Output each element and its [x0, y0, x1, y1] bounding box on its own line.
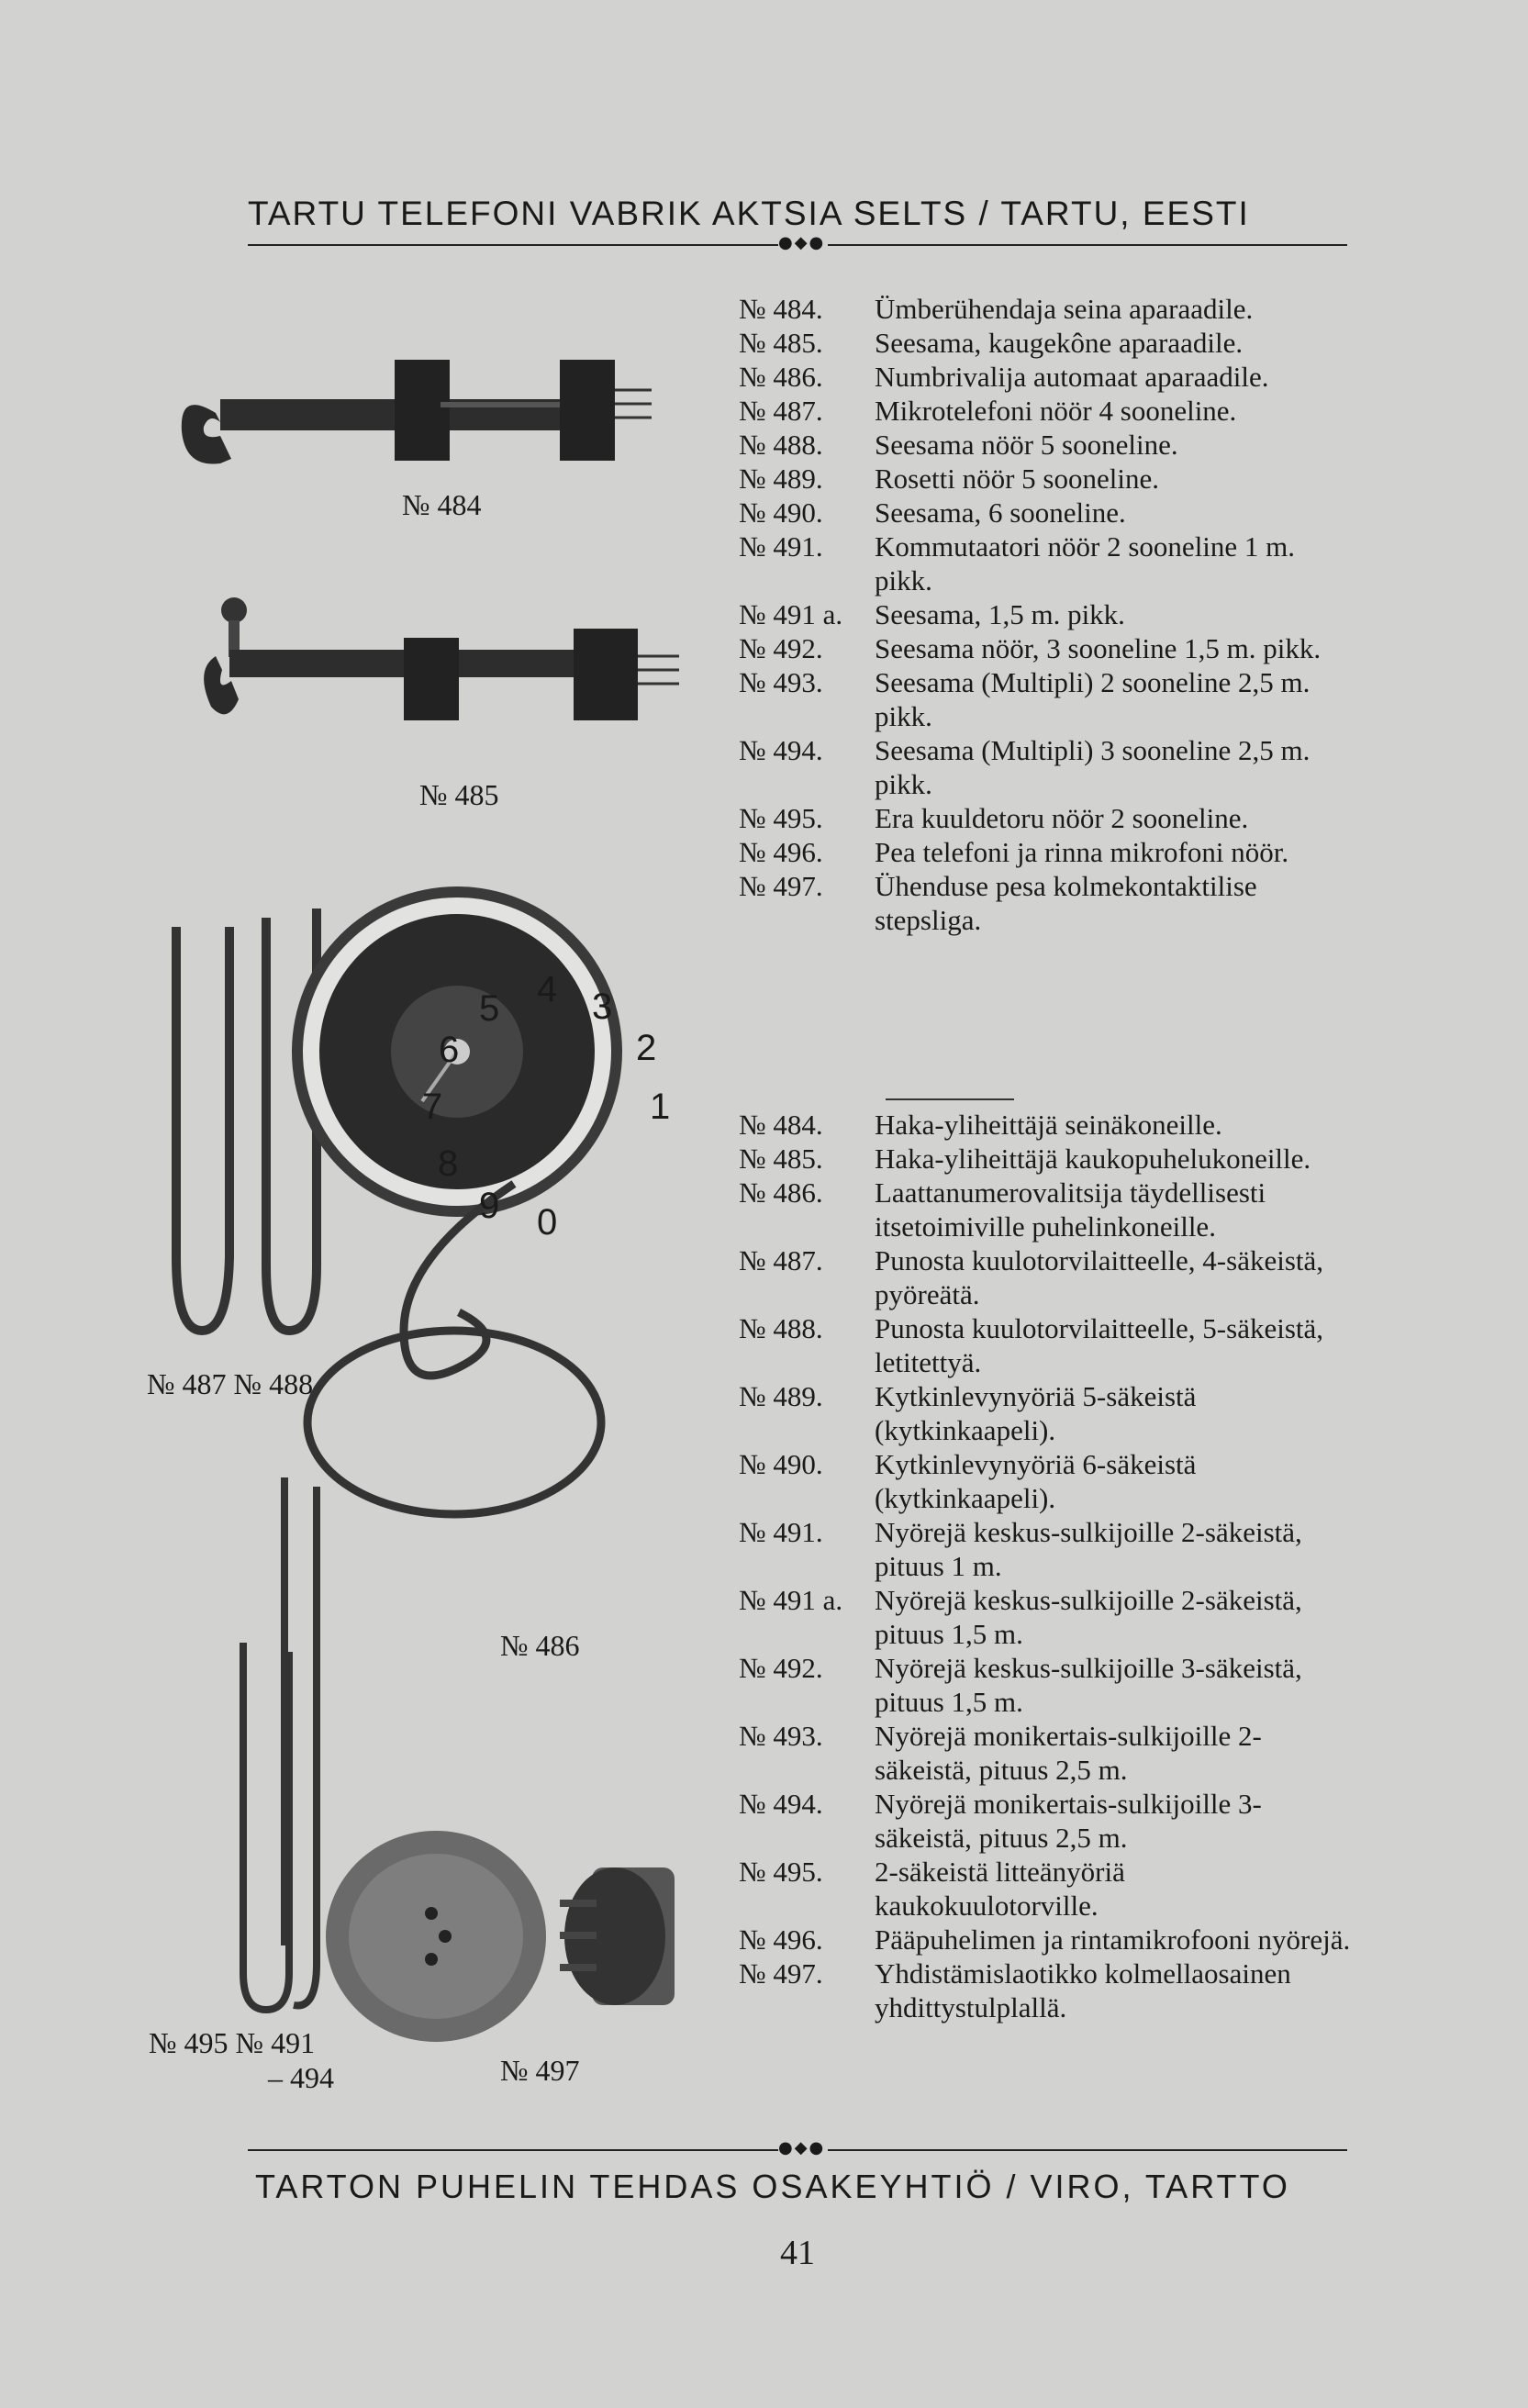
entry-493 — [739, 1719, 1354, 1787]
entry-number: № 490. — [739, 1448, 823, 1480]
entry-description: Ümberühendaja seina aparaadile. — [875, 293, 1254, 325]
entry-484 — [739, 1108, 1354, 1142]
entry-number: № 484. — [739, 1109, 823, 1141]
header-rule-right — [828, 244, 1347, 246]
plug-socket-497-image — [326, 1831, 675, 2042]
dial-digit-8: 8 — [438, 1143, 459, 1184]
dial-digit-6: 6 — [439, 1030, 460, 1070]
entry-description: Haka-yliheittäjä kaukopuhelukoneille. — [875, 1143, 1311, 1175]
finnish-entries — [739, 1108, 1354, 2024]
entry-description: Seesama nöör 5 sooneline. — [875, 429, 1178, 461]
entry-490 — [739, 496, 1354, 530]
entry-495 — [739, 801, 1354, 835]
entry-493 — [739, 665, 1354, 733]
rotary-dial-486-image — [292, 886, 622, 1514]
entry-491a — [739, 1583, 1354, 1651]
entry-486 — [739, 360, 1354, 394]
entry-497 — [739, 1956, 1354, 2024]
entry-description: Rosetti nöör 5 sooneline. — [875, 463, 1159, 495]
entry-number: № 496. — [739, 1923, 823, 1956]
footer-rule-left — [248, 2149, 778, 2151]
entry-number: № 493. — [739, 666, 823, 698]
entry-number: № 484. — [739, 293, 823, 325]
entry-488 — [739, 1311, 1354, 1379]
entry-number: № 492. — [739, 1652, 823, 1684]
entry-number: № 491. — [739, 530, 823, 563]
entry-491a — [739, 597, 1354, 631]
entry-description: Mikrotelefoni nöör 4 sooneline. — [875, 395, 1237, 427]
caption-484: № 484 — [402, 488, 482, 521]
product-illustrations — [128, 340, 725, 2101]
entry-487 — [739, 1243, 1354, 1311]
estonian-entries — [739, 292, 1354, 937]
entry-description: Seesama nöör, 3 sooneline 1,5 m. pikk. — [875, 632, 1322, 664]
caption-487-488: № 487 № 488 — [147, 1367, 314, 1400]
page-number: 41 — [780, 2234, 815, 2272]
footer-rule-right — [828, 2149, 1347, 2151]
entry-description: Kommutaatori nöör 2 sooneline 1 m. pikk. — [875, 530, 1296, 596]
entry-494 — [739, 733, 1354, 801]
entry-description: Pääpuhelimen ja rintamikrofooni nyörejä. — [875, 1923, 1351, 1956]
entry-496 — [739, 1923, 1354, 1956]
page-header: TARTU TELEFONI VABRIK AKTSIA SELTS / TARTU, EESTI — [248, 195, 1250, 232]
dial-digit-0: 0 — [537, 1202, 558, 1243]
dial-digit-4: 4 — [537, 969, 558, 1009]
entry-description: Seesama, 6 sooneline. — [875, 496, 1126, 529]
entry-number: № 491 a. — [739, 598, 843, 630]
caption-485: № 485 — [419, 778, 499, 811]
entry-description: Numbrivalija automaat aparaadile. — [875, 361, 1269, 393]
header-ornament: ●◆● — [778, 233, 826, 252]
entry-496 — [739, 835, 1354, 869]
entry-492 — [739, 631, 1354, 665]
entry-description: Nyörejä monikertais-sulkijoille 2-säkeistä, pituus 2,5 m. — [875, 1720, 1262, 1786]
caption-495-491: № 495 № 491 — [149, 2026, 316, 2059]
entry-description: Punosta kuulotorvilaitteelle, 5-säkeistä, letitettyä. — [875, 1312, 1324, 1378]
entry-491 — [739, 1515, 1354, 1583]
entry-description: Kytkinlevynyöriä 5-säkeistä (kytkinkaapeli). — [875, 1380, 1197, 1446]
entry-484 — [739, 292, 1354, 326]
entry-description: Yhdistämislaotikko kolmellaosainen yhdittystulplallä. — [875, 1957, 1291, 2023]
entry-number: № 497. — [739, 1957, 823, 1990]
entry-495 — [739, 1855, 1354, 1923]
cords-495-491-image — [243, 1477, 317, 2010]
caption-497: № 497 — [500, 2054, 580, 2087]
entry-description: Nyörejä keskus-sulkijoille 3-säkeistä, pituus 1,5 m. — [875, 1652, 1302, 1718]
caption-486: № 486 — [500, 1629, 580, 1662]
entry-number: № 486. — [739, 1176, 823, 1209]
entry-number: № 493. — [739, 1720, 823, 1752]
switch-hook-485-image — [204, 597, 679, 720]
entry-description: Kytkinlevynyöriä 6-säkeistä (kytkinkaapeli). — [875, 1448, 1197, 1514]
entry-number: № 489. — [739, 463, 823, 495]
switch-hook-484-image — [182, 360, 652, 464]
entry-number: № 489. — [739, 1380, 823, 1412]
entry-number: № 487. — [739, 1244, 823, 1276]
entry-number: № 495. — [739, 802, 823, 834]
entry-description: Nyörejä monikertais-sulkijoille 3-säkeistä, pituus 2,5 m. — [875, 1788, 1262, 1854]
entry-description: Laattanumerovalitsija täydellisesti itsetoimiville puhelinkoneille. — [875, 1176, 1266, 1243]
section-divider — [886, 1098, 1014, 1100]
entry-number: № 494. — [739, 1788, 823, 1820]
entry-description: Nyörejä keskus-sulkijoille 2-säkeistä, pituus 1,5 m. — [875, 1584, 1302, 1650]
entry-number: № 485. — [739, 1143, 823, 1175]
cords-487-488-image — [176, 909, 317, 1331]
entry-492 — [739, 1651, 1354, 1719]
entry-number: № 485. — [739, 327, 823, 359]
dial-digit-7: 7 — [422, 1087, 443, 1127]
dial-digit-9: 9 — [479, 1186, 500, 1226]
entry-description: Seesama (Multipli) 3 sooneline 2,5 m. pikk. — [875, 734, 1311, 800]
entry-number: № 495. — [739, 1856, 823, 1888]
entry-489 — [739, 462, 1354, 496]
dial-digit-3: 3 — [592, 987, 613, 1027]
entry-number: № 492. — [739, 632, 823, 664]
entry-497 — [739, 869, 1354, 937]
entry-485 — [739, 326, 1354, 360]
footer-ornament: ●◆● — [778, 2138, 826, 2157]
entry-description: Ühenduse pesa kolmekontaktilise stepsliga. — [875, 870, 1257, 936]
entry-489 — [739, 1379, 1354, 1447]
entry-number: № 491. — [739, 1516, 823, 1548]
entry-486 — [739, 1176, 1354, 1243]
entry-485 — [739, 1142, 1354, 1176]
entry-description: Era kuuldetoru nöör 2 sooneline. — [875, 802, 1249, 834]
entry-number: № 486. — [739, 361, 823, 393]
entry-description: Haka-yliheittäjä seinäkoneille. — [875, 1109, 1222, 1141]
entry-490 — [739, 1447, 1354, 1515]
entry-description: Nyörejä keskus-sulkijoille 2-säkeistä, pituus 1 m. — [875, 1516, 1302, 1582]
caption-494: – 494 — [268, 2061, 334, 2094]
entry-description: Seesama, 1,5 m. pikk. — [875, 598, 1125, 630]
entry-number: № 490. — [739, 496, 823, 529]
entry-488 — [739, 428, 1354, 462]
entry-number: № 488. — [739, 1312, 823, 1344]
dial-digit-5: 5 — [479, 988, 500, 1029]
entry-number: № 497. — [739, 870, 823, 902]
entry-description: Pea telefoni ja rinna mikrofoni nöör. — [875, 836, 1289, 868]
entry-description: Seesama, kaugekône aparaadile. — [875, 327, 1244, 359]
page-footer: TARTON PUHELIN TEHDAS OSAKEYHTIÖ / VIRO, TARTTO — [255, 2168, 1290, 2205]
entry-number: № 487. — [739, 395, 823, 427]
entry-description: Seesama (Multipli) 2 sooneline 2,5 m. pikk. — [875, 666, 1311, 732]
entry-number: № 496. — [739, 836, 823, 868]
dial-digit-1: 1 — [650, 1087, 671, 1127]
dial-digit-2: 2 — [636, 1028, 657, 1068]
entry-487 — [739, 394, 1354, 428]
entry-number: № 488. — [739, 429, 823, 461]
entry-number: № 491 a. — [739, 1584, 843, 1616]
entry-number: № 494. — [739, 734, 823, 766]
entry-description: Punosta kuulotorvilaitteelle, 4-säkeistä, pyöreätä. — [875, 1244, 1324, 1310]
entry-494 — [739, 1787, 1354, 1855]
entry-491 — [739, 530, 1354, 597]
header-rule-left — [248, 244, 778, 246]
entry-description: 2-säkeistä litteänyöriä kaukokuulotorville. — [875, 1856, 1125, 1922]
